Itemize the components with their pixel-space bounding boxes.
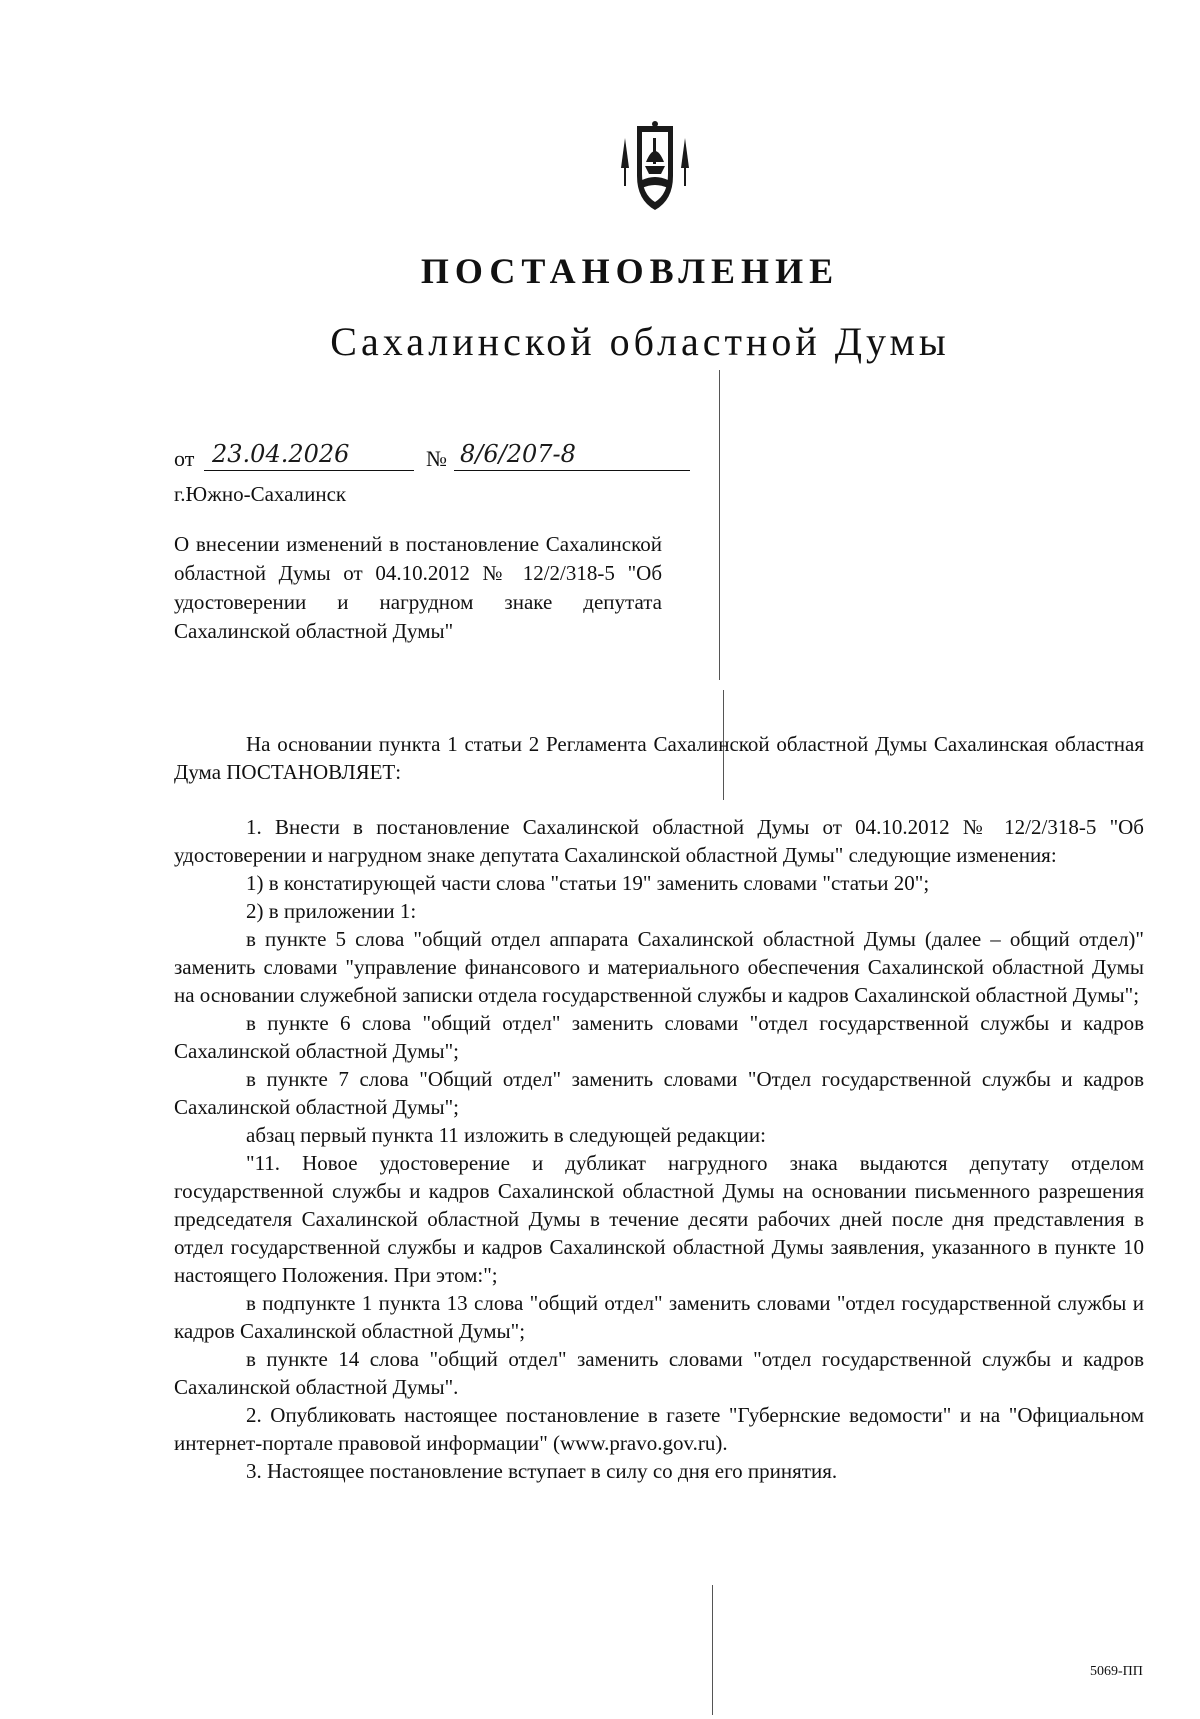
document-issuer: Сахалинской областной Думы <box>330 319 950 364</box>
document-subject: О внесении изменений в постановление Сахалинской областной Думы от 04.10.2012 № 12/2/318-5 "Об удостоверении и нагрудном знаке депутата Сахалинской областной Думы" <box>174 532 662 643</box>
handwritten-date: 23.04.2026 <box>212 440 350 468</box>
sakhalin-coat-of-arms-icon <box>615 118 695 214</box>
scan-artifact-line <box>719 370 720 680</box>
item-1-2-clause: в пункте 5 слова "общий отдел аппарата Сахалинской областной Думы (далее – общий отдел)" заменить словами "управление финансового и материального обеспечения Сахалинской областной Думы на основании служебной записки отдела государственной службы и кадров Сахалинской областной Думы"; <box>174 927 1144 1007</box>
date-prefix: от <box>174 446 195 471</box>
item-1-2-clause: в подпункте 1 пункта 13 слова "общий отдел" заменить словами "отдел государственной службы и кадров Сахалинской областной Думы"; <box>174 1291 1144 1343</box>
body-intro: На основании пункта 1 статьи 2 Регламента Сахалинской областной Думы Сахалинская областная Дума ПОСТАНОВЛЯЕТ: <box>174 732 1144 784</box>
item-1-1: 1) в констатирующей части слова "статьи 19" заменить словами "статьи 20"; <box>246 871 930 895</box>
number-prefix: № <box>426 446 447 471</box>
document-title: ПОСТАНОВЛЕНИЕ <box>420 251 840 291</box>
item-1-2-clause: в пункте 14 слова "общий отдел" заменить словами "отдел государственной службы и кадров Сахалинской областной Думы". <box>174 1347 1144 1399</box>
footer-code: 5069-ПП <box>1090 1664 1143 1679</box>
item-2: 2. Опубликовать настоящее постановление в газете "Губернские ведомости" и на "Официальном интернет-портале правовой информации" (www.pravo.gov.ru). <box>174 1403 1144 1455</box>
item-1: 1. Внести в постановление Сахалинской областной Думы от 04.10.2012 № 12/2/318-5 "Об удостоверении и нагрудном знаке депутата Сахалинской областной Думы" следующие изменения: <box>174 815 1144 867</box>
date-underline <box>204 470 414 471</box>
item-1-2-quote: "11. Новое удостоверение и дубликат нагрудного знака выдаются депутату отделом государственной службы и кадров Сахалинской областной Думы на основании письменного разрешения председателя Сахалинской областной Думы в течение десяти рабочих дней после дня представления в отдел государственной службы и кадров Сахалинской областной Думы заявления, указанного в пункте 10 настоящего Положения. При этом:"; <box>174 1151 1144 1287</box>
document-body <box>174 730 1144 1485</box>
item-1-2-clause: в пункте 6 слова "общий отдел" заменить словами "отдел государственной службы и кадров Сахалинской областной Думы"; <box>174 1011 1144 1063</box>
item-1-2-clause: в пункте 7 слова "Общий отдел" заменить словами "Отдел государственной службы и кадров Сахалинской областной Думы"; <box>174 1067 1144 1119</box>
item-1-2: 2) в приложении 1: <box>246 899 417 923</box>
city-label: г.Южно-Сахалинск <box>174 482 347 506</box>
handwritten-number: 8/6/207-8 <box>460 440 576 468</box>
item-1-2-clause: абзац первый пункта 11 изложить в следующей редакции: <box>246 1123 766 1147</box>
number-underline <box>454 470 690 471</box>
document-date-number <box>174 440 694 474</box>
scan-artifact-line <box>712 1585 713 1715</box>
item-3: 3. Настоящее постановление вступает в силу со дня его принятия. <box>246 1459 838 1483</box>
